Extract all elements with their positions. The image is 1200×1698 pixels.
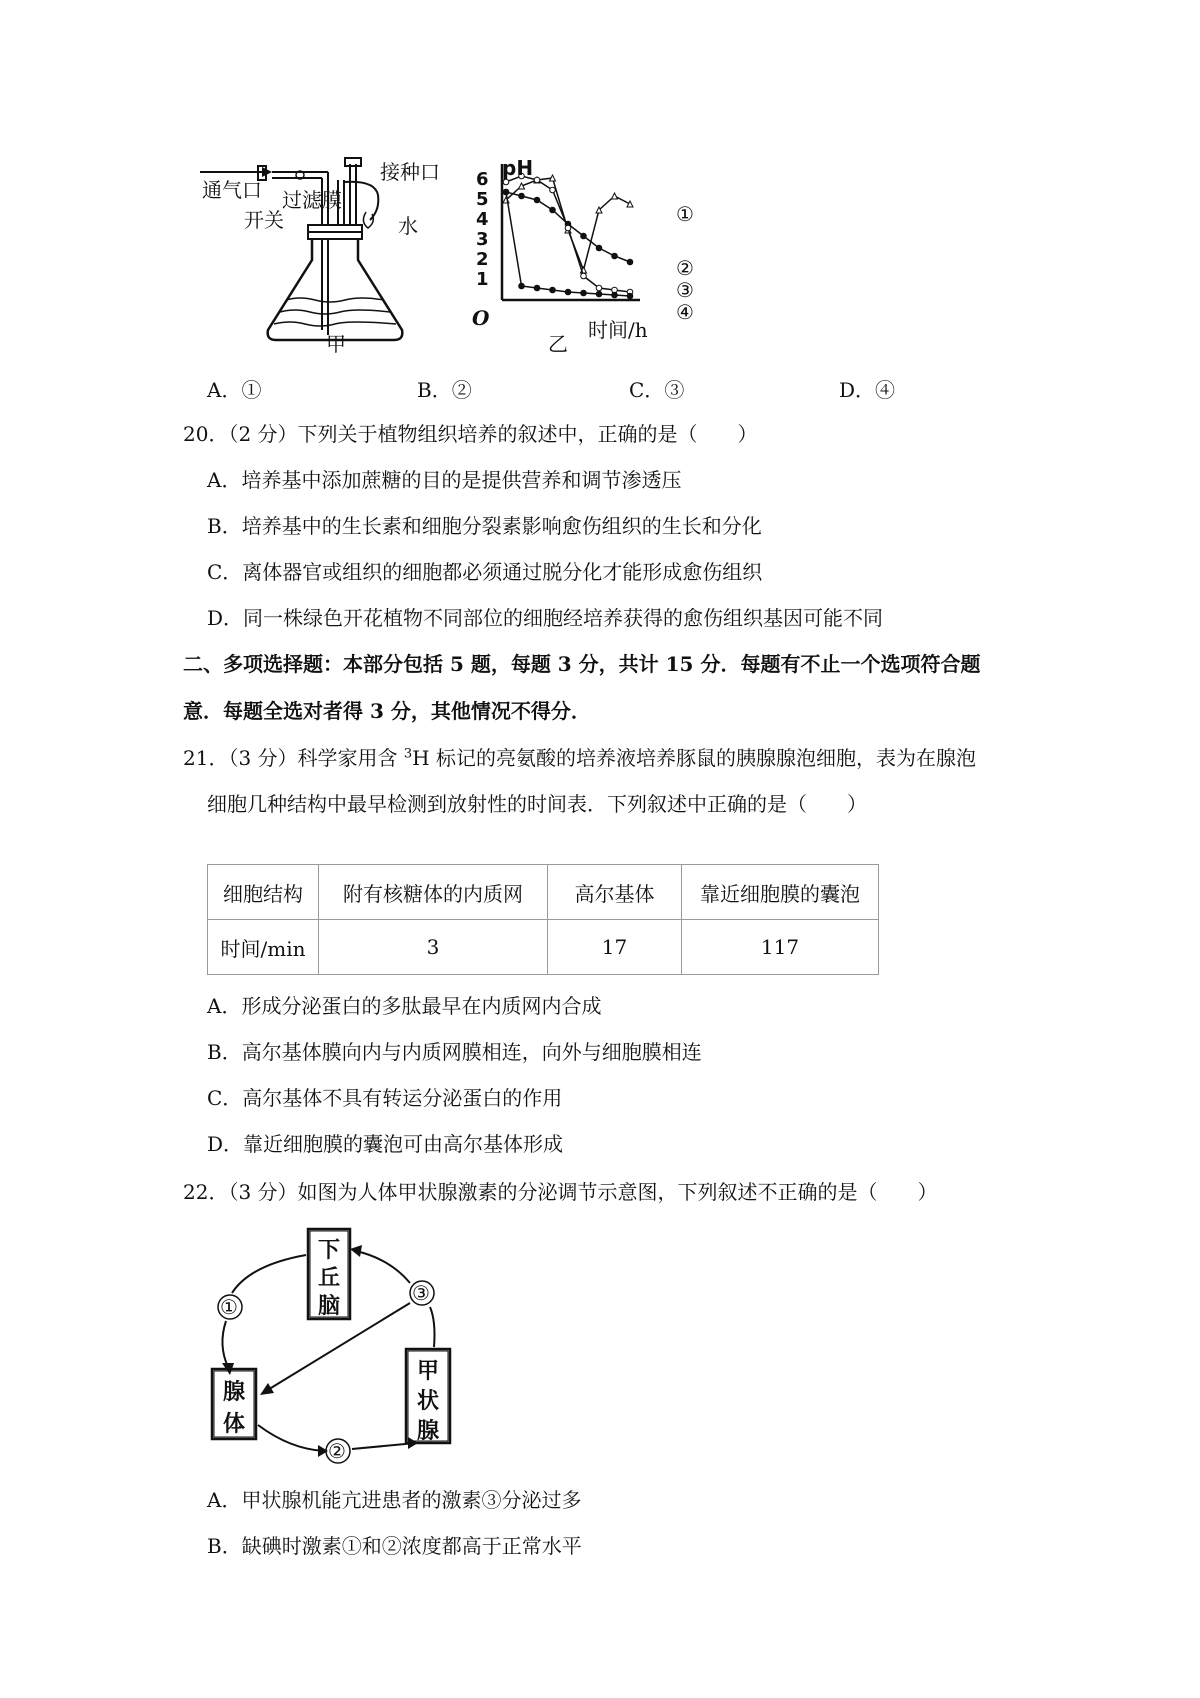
q19-option-d[interactable]: D．④: [839, 378, 896, 402]
pituitary-char-1: 腺: [223, 1379, 246, 1405]
chart-data-point: [503, 189, 509, 195]
thyroid-char-1: 甲: [417, 1358, 440, 1384]
section2-heading-line1: 二、多项选择题：本部分包括 5 题，每题 3 分，共计 15 分．每题有不止一个选项符合题: [183, 652, 981, 676]
chart-legend-label: ③: [676, 278, 694, 302]
thyroid-char-3: 腺: [417, 1418, 440, 1444]
chart-ylabel: pH: [502, 156, 534, 180]
q21-option-c[interactable]: C．高尔基体不具有转运分泌蛋白的作用: [207, 1086, 563, 1110]
chart-tick-label: 2: [476, 249, 489, 270]
q21-stem: 21．（3 分）科学家用含 $^3$H 标记的亮氨酸的培养液培养豚鼠的胰腺腺泡细胞，表为在腺泡: [183, 746, 976, 770]
section2-heading-line2: 意．每题全选对者得 3 分，其他情况不得分．: [183, 699, 591, 723]
chart-data-point: [534, 197, 540, 203]
table-cell: 时间/min: [208, 920, 319, 975]
chart-data-point: [627, 293, 633, 299]
table-cell: 细胞结构: [208, 865, 319, 920]
q22-stem: 22．（3 分）如图为人体甲状腺激素的分泌调节示意图，下列叙述不正确的是（ ）: [183, 1180, 938, 1204]
chart-data-point: [565, 289, 571, 295]
chart-data-point: [565, 225, 571, 231]
chart-data-point: [519, 183, 525, 189]
table-cell: 靠近细胞膜的囊泡: [682, 865, 879, 920]
chart-data-point: [627, 201, 633, 207]
chart-series-line: [506, 192, 630, 296]
chart-data-point: [550, 187, 556, 193]
chart-data-point: [534, 177, 540, 183]
label-inlet: 通气口: [202, 178, 262, 202]
q19-option-a[interactable]: A．①: [207, 378, 262, 402]
q19-option-c[interactable]: C．③: [629, 378, 685, 402]
hypothalamus-char-2: 丘: [318, 1265, 341, 1291]
q21-stem-line2: 细胞几种结构中最早检测到放射性的时间表．下列叙述中正确的是（ ）: [207, 792, 867, 816]
thyroid-char-2: 状: [417, 1388, 440, 1414]
q19-option-b[interactable]: B．②: [417, 378, 472, 402]
q20-stem: 20．（2 分）下列关于植物组织培养的叙述中，正确的是（ ）: [183, 422, 758, 446]
chart-data-point: [581, 233, 587, 239]
chart-tick-label: 1: [476, 269, 489, 290]
chart-data-point: [596, 285, 602, 291]
q21-option-d[interactable]: D．靠近细胞膜的囊泡可由高尔基体形成: [207, 1132, 564, 1156]
diagram-hormone-1: ①: [220, 1295, 238, 1319]
label-filter: 过滤膜: [282, 188, 342, 212]
chart-origin: O: [472, 306, 490, 330]
chart-data-point: [550, 207, 556, 213]
chart-data-point: [519, 283, 525, 289]
chart-data-point: [612, 253, 618, 259]
diagram-hormone-2: ②: [328, 1439, 346, 1463]
chart-legend-label: ②: [676, 256, 694, 280]
table-cell: 附有核糖体的内质网: [319, 865, 548, 920]
hypothalamus-char-1: 下: [318, 1237, 341, 1263]
chart-data-point: [627, 259, 633, 265]
chart-tick-label: 4: [476, 209, 489, 230]
q21-option-b[interactable]: B．高尔基体膜向内与内质网膜相连，向外与细胞膜相连: [207, 1040, 702, 1064]
chart-legend-label: ④: [676, 300, 694, 324]
table-cell: 高尔基体: [548, 865, 682, 920]
q20-option-c[interactable]: C．离体器官或组织的细胞都必须通过脱分化才能形成愈伤组织: [207, 560, 763, 584]
chart-xlabel: 时间/h: [588, 318, 648, 342]
pituitary-char-2: 体: [223, 1411, 246, 1437]
chart-data-point: [596, 291, 602, 297]
chart-series-line: [506, 176, 630, 292]
label-inoculation: 接种口: [380, 160, 440, 184]
chart-data-point: [534, 285, 540, 291]
table-cell: 117: [682, 920, 879, 975]
table-cell: 17: [548, 920, 682, 975]
q20-option-a[interactable]: A．培养基中添加蔗糖的目的是提供营养和调节渗透压: [207, 468, 682, 492]
chart-data-point: [612, 292, 618, 298]
figure-caption-left: 甲: [326, 332, 346, 356]
q20-option-b[interactable]: B．培养基中的生长素和细胞分裂素影响愈伤组织的生长和分化: [207, 514, 762, 538]
table-cell: 3: [319, 920, 548, 975]
table-row: [208, 920, 879, 975]
chart-data-point: [581, 290, 587, 296]
q21-option-a[interactable]: A．形成分泌蛋白的多肽最早在内质网内合成: [207, 994, 602, 1018]
chart-tick-label: 6: [476, 169, 489, 190]
q22-option-b[interactable]: B．缺碘时激素①和②浓度都高于正常水平: [207, 1534, 582, 1558]
figure-caption-right: 乙: [548, 332, 568, 356]
chart-data-point: [612, 193, 618, 199]
diagram-hormone-3: ③: [412, 1281, 430, 1305]
chart-data-point: [519, 193, 525, 199]
chart-tick-label: 5: [476, 189, 489, 210]
chart-data-point: [596, 245, 602, 251]
hypothalamus-char-3: 脑: [318, 1293, 341, 1319]
q20-option-d[interactable]: D．同一株绿色开花植物不同部位的细胞经培养获得的愈伤组织基因可能不同: [207, 606, 884, 630]
chart-data-point: [550, 287, 556, 293]
q21-table: [207, 864, 879, 975]
q22-option-a[interactable]: A．甲状腺机能亢进患者的激素③分泌过多: [207, 1488, 582, 1512]
chart-legend-label: ①: [676, 202, 694, 226]
chart-tick-label: 3: [476, 229, 489, 250]
label-water: 水: [398, 214, 418, 238]
table-row: [208, 865, 879, 920]
chart-data-point: [581, 273, 587, 279]
label-switch: 开关: [244, 208, 284, 232]
